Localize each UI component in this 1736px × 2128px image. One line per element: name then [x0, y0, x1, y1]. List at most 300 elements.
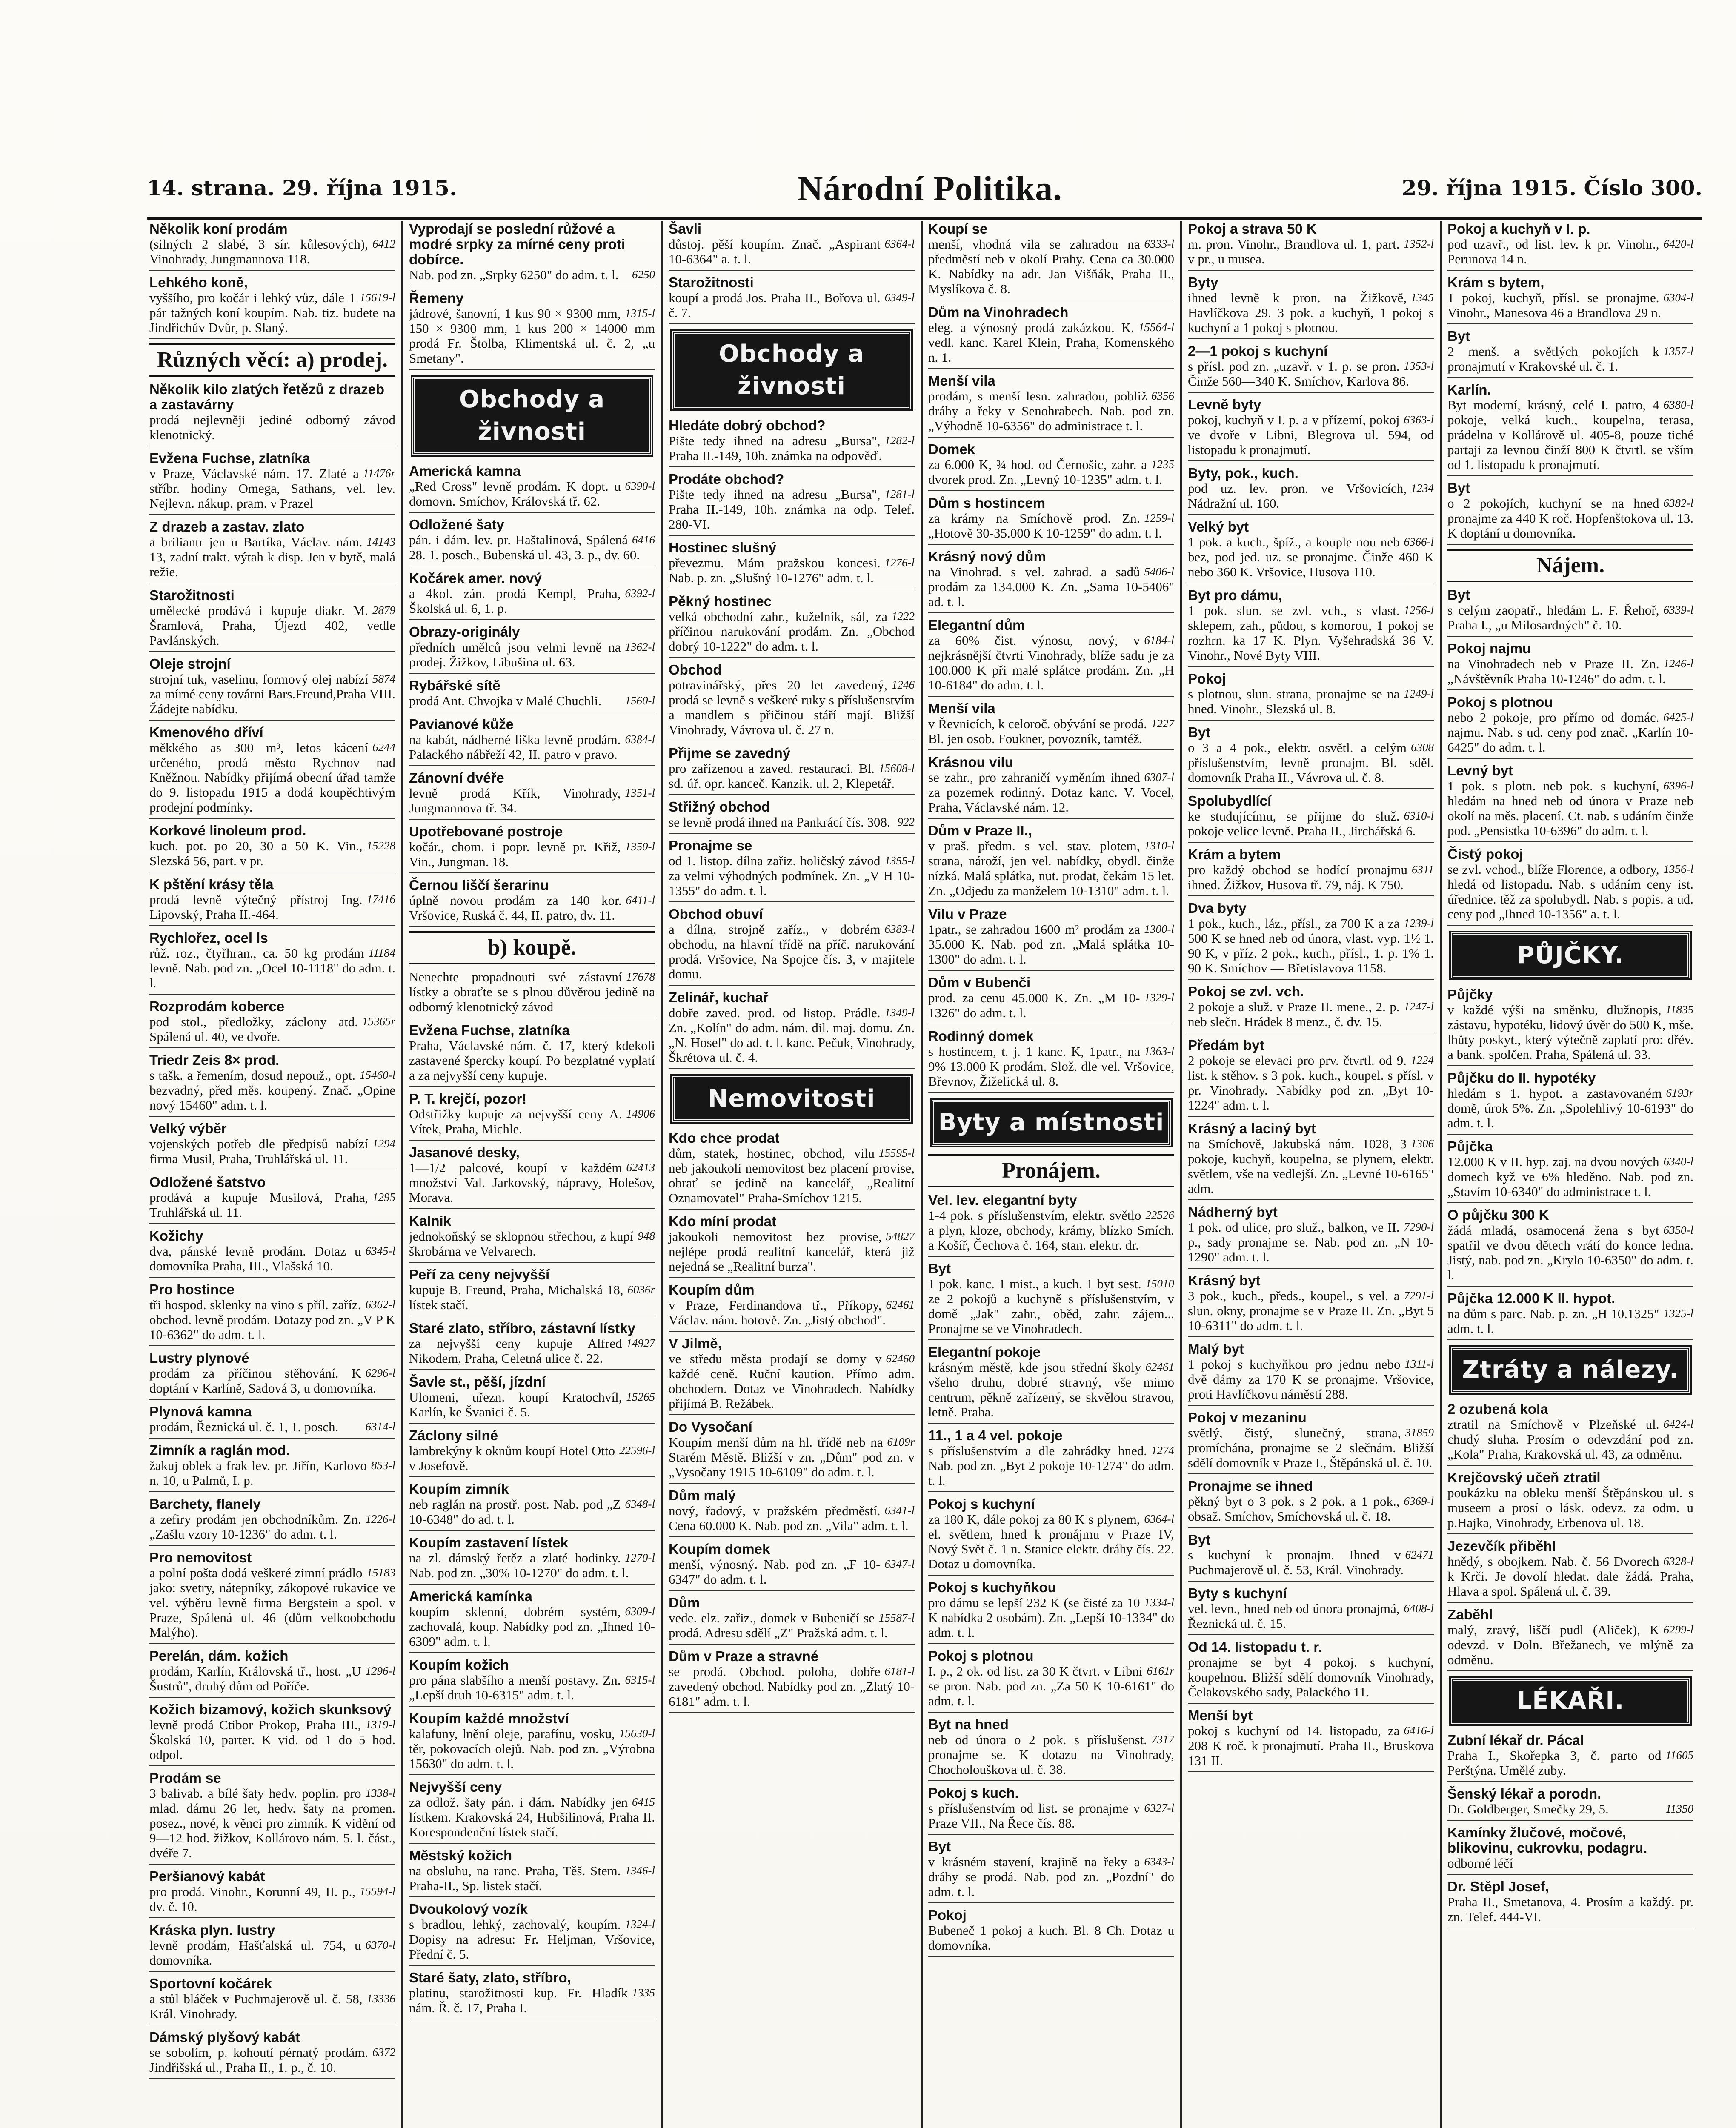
ad-reference-number: 1235 — [1151, 458, 1174, 471]
ad-headline: Šavle st., pěší, jízdní — [409, 1374, 546, 1390]
ad-reference-number: 1362-l — [625, 641, 655, 653]
ad-text — [669, 290, 915, 320]
ad-headline: Vel. lev. elegantní byty — [928, 1192, 1077, 1208]
classified-ad — [928, 1648, 1174, 1713]
ad-reference-number: 6250 — [632, 268, 655, 281]
classified-ad — [1447, 481, 1693, 545]
ad-text — [1447, 1554, 1693, 1599]
ad-body-text: pokoj, kuchyň v I. p. a v přízemí, pokoj ve dvoře v Libni, Blegrova ul. 594, od listopadu k pronajmutí. — [1188, 412, 1434, 457]
classified-ad — [928, 1344, 1174, 1424]
ad-body-text: menší, výnosný. Nab. pod zn. „F 10-6347" do adm. t. l. — [669, 1557, 881, 1587]
ad-reference-number: 6310-l — [1404, 809, 1434, 822]
classified-ad — [149, 877, 395, 926]
ad-headline: Elegantní pokoje — [928, 1344, 1041, 1360]
ad-body-text: na dům s parc. Nab. p. zn. „H 10.1325" adm. t. l. — [1447, 1306, 1659, 1336]
classified-ad — [1188, 1273, 1434, 1337]
ad-text — [1188, 1053, 1434, 1113]
ad-headline: Střižný obchod — [669, 799, 770, 815]
ad-headline: Rodinný domek — [928, 1028, 1034, 1044]
ad-body-text: kupuje B. Freund, Praha, Michalská 18, lístek stačí. — [409, 1282, 623, 1312]
ad-reference-number: 5874 — [372, 672, 395, 685]
ad-text — [1447, 1002, 1693, 1062]
section-heading: Nájem. — [1447, 549, 1693, 582]
ad-text — [149, 838, 395, 868]
ad-reference-number: 6348-l — [625, 1498, 655, 1510]
ad-text — [149, 290, 395, 335]
ad-text — [409, 1107, 655, 1136]
ad-headline: Pokoj s plotnou — [928, 1648, 1034, 1664]
ad-body-text: (silných 2 slabé, 3 sír. kůlesových), Vinohrady, Jungmannova 118. — [149, 237, 368, 266]
ad-reference-number: 6315-l — [625, 1673, 655, 1686]
ad-text — [1188, 1494, 1434, 1524]
ad-reference-number: 22526 — [1145, 1209, 1174, 1221]
ad-reference-number: 62460 — [886, 1352, 915, 1365]
ad-text — [928, 1595, 1174, 1640]
ad-reference-number: 1310-l — [1144, 839, 1174, 852]
ad-text — [409, 1336, 655, 1366]
classified-ad — [928, 495, 1174, 545]
ad-text — [149, 412, 395, 442]
ad-headline: Přijme se zavedný — [669, 745, 791, 761]
classified-ad — [149, 725, 395, 819]
ad-body-text: pro pána slabšího a menší postavy. Zn. „Lepší druh 10-6315" adm. t. l. — [409, 1673, 621, 1702]
ad-text — [928, 716, 1174, 746]
ad-body-text: jádrové, šanovní, 1 kus 90 × 9300 mm, 150 × 9300 mm, 1 kus 200 × 14000 mm prodá Fr. Štolba, Klimentská ul. č. 2, „u Smetany". — [409, 306, 655, 366]
ad-reference-number: 1246 — [892, 678, 915, 691]
ad-headline: Dva byty — [1188, 900, 1247, 916]
ad-text — [1447, 496, 1693, 541]
ad-reference-number: 1276-l — [884, 556, 915, 569]
ad-reference-number: 6412 — [372, 237, 395, 250]
ad-headline: Pokoj — [1188, 671, 1226, 686]
classified-ad — [928, 1428, 1174, 1492]
ad-reference-number: 1319-l — [365, 1718, 395, 1731]
ad-body-text: za krámy na Smíchově prod. Zn. „Hotově 30-35.000 K 10-1259" do adm. t. l. — [928, 511, 1162, 541]
ad-headline: Dům — [669, 1595, 700, 1610]
section-heading: Různých věcí: a) prodej. — [149, 343, 395, 377]
ad-headline: Pavianové kůže — [409, 716, 514, 732]
ad-headline: Rybářské sítě — [409, 678, 500, 693]
ad-body-text: prodá levně výtečný přístroj Ing. Lipovský, Praha II.-464. — [149, 892, 363, 922]
classified-ad — [1188, 1479, 1434, 1528]
ad-headline: Půjčky — [1447, 987, 1493, 1002]
ad-body-text: pěkný byt o 3 pok. s 2 pok. a 1 pok., obsaž. Smíchov, Smíchovská ul. č. 18. — [1188, 1494, 1400, 1524]
classified-ad — [409, 291, 655, 370]
ad-headline: Triedr Zeis 8× prod. — [149, 1052, 280, 1068]
ad-headline: Koupím každé množství — [409, 1710, 569, 1726]
ad-text — [149, 672, 395, 716]
ad-reference-number: 6415 — [632, 1796, 655, 1808]
ad-body-text: Ulomeni, uřezn. koupí Kratochvíl, Karlín, ke Švanici č. 5. — [409, 1390, 622, 1419]
ad-body-text: za 6.000 K, ¾ hod. od Černošic, zahr. a dvorek prod. Zn. „Levný 10-1235" adm. t. l. — [928, 457, 1162, 487]
classified-ad — [669, 221, 915, 271]
ad-body-text: krásným městě, kde jsou střední školy všeho druhu, dobré stravný, vše mimo centrum, pěkně zařízený, se skvělou stravou, letně. Praha. — [928, 1360, 1174, 1419]
classified-ad — [669, 662, 915, 741]
classified-ad — [149, 2030, 395, 2079]
ad-body-text: dům, statek, hostinec, obchod, vilu neb jakoukoli nemovitost bez placení provise, obrať se jedině na kancelář, „Realitní Oznamovatel" Praha-Smíchov 1215. — [669, 1146, 915, 1205]
classified-ad — [1447, 329, 1693, 378]
ad-headline: Krám a bytem — [1188, 847, 1281, 862]
ad-body-text: a briliantr jen u Bartíka, Václav. nám. 13, zadní trakt. výtah k disp. Jen v bytě, malá režie. — [149, 535, 395, 579]
ad-headline: Řemeny — [409, 290, 464, 306]
classified-ad — [1188, 1639, 1434, 1704]
ad-body-text: s celým zaopatř., hledám L. F. Řehoř, Praha I., „u Milosardných" č. 10. — [1447, 603, 1659, 632]
ad-headline: Nejvyšší ceny — [409, 1779, 502, 1795]
ad-text — [409, 1229, 655, 1258]
ad-text — [409, 479, 655, 509]
ad-reference-number: 1226-l — [365, 1513, 395, 1525]
masthead — [147, 167, 1702, 220]
ad-text — [149, 946, 395, 990]
ad-body-text: ztratil na Smíchově v Plzeňské ul. chudý sluha. Prosím o odevzdání pod zn. „Kola" Praha, Krakovská ul. 43, za odměnu. — [1447, 1417, 1693, 1462]
ad-reference-number: 922 — [897, 815, 915, 828]
ad-body-text: ke studujícímu, se přijme do služ. pokoje velice levně. Praha II., Jirchářská 6. — [1188, 809, 1416, 838]
ad-text — [1188, 999, 1434, 1029]
ad-body-text: s příslušenstvím a dle zahrádky hned. Nab. pod zn. „Byt 2 pokoje 10-1274" do adm. t. l. — [928, 1443, 1174, 1488]
ad-text — [409, 267, 655, 282]
ad-headline: Velký výběr — [149, 1121, 227, 1136]
column-2 — [406, 221, 658, 2128]
classified-ad — [409, 1145, 655, 1209]
ad-headline: Z drazeb a zastav. zlato — [149, 519, 305, 535]
ad-headline: Dům v Bubenči — [928, 975, 1031, 990]
ad-reference-number: 11835 — [1665, 1003, 1693, 1016]
ad-reference-number: 1334-l — [1144, 1596, 1174, 1609]
column-3 — [666, 221, 917, 2128]
ad-headline: Koupím dům — [669, 1282, 755, 1298]
ad-headline: Pronajme se ihned — [1188, 1478, 1313, 1494]
ad-text — [928, 1360, 1174, 1419]
ad-headline: Koupím kožich — [409, 1657, 509, 1673]
ad-body-text: 1 pok. od ulice, pro služ., balkon, ve II. p., sady pronajme se. Nab. pod zn. „N 10-1290" adm. t. l. — [1188, 1220, 1434, 1264]
classified-columns — [147, 221, 1702, 2128]
ad-reference-number: 6362-l — [365, 1298, 395, 1311]
ad-body-text: na Vinohradech neb v Praze II. Zn. „Návštěvník Praha 10-1246" do adm. t. l. — [1447, 656, 1666, 686]
ad-body-text: o 2 pokojích, kuchyní se na hned pronajme za 440 K roč. Hopfenštokova ul. 13. K doptání u domovníka. — [1447, 496, 1693, 541]
ad-body-text: žakuj oblek a frak lev. pr. Jiřín, Karlovo n. 10, u Palmů, I. p. — [149, 1458, 367, 1488]
ad-headline: Starožitnosti — [669, 275, 754, 290]
ad-headline: Velký byt — [1188, 519, 1249, 535]
section-banner: Obchody a živnosti — [672, 331, 911, 409]
ad-headline: Kráska plyn. lustry — [149, 1922, 275, 1938]
classified-ad — [1447, 1733, 1693, 1782]
classified-ad — [1447, 275, 1693, 324]
classified-ad — [409, 1970, 655, 2019]
classified-ad — [149, 1770, 395, 1865]
ad-text — [669, 678, 915, 737]
ad-body-text: na obsluhu, na ranc. Praha, Těš. Stem. Praha-II., Sp. listek stačí. — [409, 1863, 621, 1893]
ad-headline: Obrazy-originály — [409, 624, 520, 640]
ad-body-text: I. p., 2 ok. od list. za 30 K čtvrt. v Libni se pron. Nab. pod zn. „Za 50 K 10-6161" do adm. t. l. — [928, 1664, 1174, 1708]
classified-ad — [669, 540, 915, 589]
ad-headline: K pštění krásy těla — [149, 876, 274, 892]
ad-headline: Staré šaty, zlato, stříbro, — [409, 1970, 571, 1985]
classified-ad — [1188, 397, 1434, 461]
ad-headline: Byty, pok., kuch. — [1188, 465, 1298, 481]
ad-text — [928, 389, 1174, 433]
ad-reference-number: 6161r — [1147, 1665, 1174, 1677]
ad-body-text: prodává a kupuje Musilová, Praha, Truhlářská ul. 11. — [149, 1190, 368, 1220]
ad-body-text: s kuchyní k pronajm. Ihned v Puchmajerově ul. č. 53, Král. Vinohrady. — [1188, 1547, 1404, 1577]
ad-reference-number: 6307-l — [1144, 771, 1174, 784]
ad-headline: Zánovní dvéře — [409, 770, 504, 786]
classified-ad — [409, 1428, 655, 1477]
ad-body-text: prodá nejlevněji jediné odborný závod klenotnický. — [149, 412, 395, 442]
ad-body-text: malý, zravý, liščí pudl (Aliček), K odevzd. v Doln. Břežanech, ve mlýně za odměnu. — [1447, 1622, 1693, 1667]
ad-headline: Zaběhl — [1447, 1607, 1493, 1622]
ad-text — [149, 1565, 395, 1640]
ad-headline: Pro hostince — [149, 1281, 235, 1297]
ad-text — [1188, 1288, 1434, 1333]
classified-ad — [409, 517, 655, 566]
ad-headline: Menší vila — [928, 373, 995, 389]
ad-reference-number: 7290-l — [1404, 1221, 1434, 1233]
ad-headline: Malý byt — [1188, 1341, 1244, 1357]
ad-headline: Dům v Praze II., — [928, 823, 1032, 838]
ad-headline: Evžena Fuchse, zlatníka — [409, 1022, 570, 1038]
ad-body-text: 3 pok., kuch., předs., koupel., s vel. a slun. okny, pronajme se v Praze II. Zn. „Byt 5 10-6311" do adm. t. l. — [1188, 1288, 1434, 1333]
ad-reference-number: 15619-l — [360, 291, 395, 304]
section-banner: LÉKAŘI. — [1451, 1678, 1690, 1724]
ad-headline: Menší byt — [1188, 1708, 1253, 1723]
ad-body-text: 2 pokoje a služ. v Praze II. mene., 2. p. neb slečn. Hrádek 8 menz., č. dv. 15. — [1188, 999, 1400, 1029]
ad-headline: Byt — [1447, 480, 1470, 496]
classified-ad — [928, 442, 1174, 491]
ad-body-text: 1-4 pok. s příslušenstvím, elektr. světlo a plyn, kloze, obchody, krámy, blízko Smích. a Košíř, Čechova č. 164, stan. elektr. dr. — [928, 1208, 1174, 1253]
ad-text — [1447, 344, 1693, 374]
ad-text — [928, 1512, 1174, 1571]
ad-body-text: neb od února o 2 pok. s příslušenst. pronajme se. K dotazu na Vinohrady, Chocholouškova ul. č. 38. — [928, 1732, 1174, 1777]
newspaper-title: Národní Politika. — [798, 169, 1062, 208]
ad-text — [669, 1610, 915, 1640]
classified-ad — [149, 1053, 395, 1117]
ad-body-text: neb raglán na prostř. post. Nab. pod „Z 10-6348" do ad. t. l. — [409, 1497, 621, 1527]
ad-body-text: a stůl bláček v Puchmajerově ul. č. 58, Král. Vinohrady. — [149, 1991, 363, 2021]
ad-reference-number: 15183 — [366, 1566, 395, 1579]
ad-text — [669, 433, 915, 463]
classified-ad — [928, 823, 1174, 902]
ad-text — [149, 892, 395, 922]
ad-reference-number: 6382-l — [1663, 497, 1693, 509]
ad-reference-number: 14143 — [366, 535, 395, 548]
ad-headline: Kmenového dříví — [149, 724, 263, 740]
ad-reference-number: 6416 — [632, 533, 655, 546]
ad-headline: Šenský lékař a porodn. — [1447, 1786, 1602, 1802]
ad-headline: Evžena Fuchse, zlatníka — [149, 450, 310, 466]
ad-headline: Menší vila — [928, 701, 995, 716]
ad-body-text: s hostincem, t. j. 1 kanc. K, 1patr., na 9% 13.000 K prodám. Slož. dle vel. Vršovice, Břevnov, Žiželická ul. 8. — [928, 1044, 1174, 1089]
classified-ad — [928, 755, 1174, 819]
classified-ad — [149, 382, 395, 446]
ad-body-text: Koupím menší dům na hl. třídě neb na Starém Městě. Bližší v zn. „Dům" pod zn. v „Vysočany 1915 10-6109" do adm. t. l. — [669, 1435, 915, 1479]
classified-ad — [1447, 641, 1693, 690]
ad-body-text: prodám, Karlín, Královská tř., host. „U Šustrů", druhý dům od Poříče. — [149, 1664, 361, 1693]
classified-ad — [409, 1848, 655, 1897]
ad-text — [149, 1717, 395, 1762]
ad-reference-number: 6396-l — [1663, 779, 1693, 792]
ad-body-text: v Praze, Ferdinandova tř., Příkopy, Václav. nám. hotově. Zn. „Jistý obchod". — [669, 1298, 886, 1327]
ad-headline: Několik koní prodám — [149, 221, 288, 237]
ad-body-text: v krásném stavení, krajině na řeky a dráhy se prodá. Nab. pod zn. „Pozdní" do adm. t. l. — [928, 1854, 1174, 1899]
ad-headline: Americká kamínka — [409, 1588, 532, 1604]
ad-reference-number: 15460-l — [360, 1069, 395, 1081]
ad-text — [149, 1419, 395, 1434]
ad-body-text: menší, vhodná vila se zahradou na předměstí neb v okolí Prahy. Cena ca 30.000 K. Nabídky na adr. Jan Višňák, Praha II., Myslíkova č. 8. — [928, 237, 1174, 296]
ad-text — [409, 1497, 655, 1527]
ad-headline: Do Vysočaní — [669, 1419, 752, 1435]
ad-reference-number: 1294 — [372, 1137, 395, 1150]
ad-reference-number: 6364-l — [1144, 1513, 1174, 1525]
ad-body-text: a zefiry prodám jen obchodníkům. Zn. „Zašlu vzory 10-1236" do adm. t. l. — [149, 1512, 361, 1542]
classified-ad — [149, 1121, 395, 1170]
ad-headline: Perelán, dám. kožich — [149, 1648, 289, 1664]
ad-reference-number: 13336 — [366, 1992, 395, 2005]
classified-ad — [928, 1261, 1174, 1340]
ad-reference-number: 1329-l — [1144, 991, 1174, 1004]
ad-text — [149, 237, 395, 266]
classified-ad — [1447, 987, 1693, 1066]
ad-body-text: potravinářský, přes 20 let zavedený, prodá se levně s veškeré ruky s příslušenstvím a mandlem s přičinou stáří mají. Bližší Vinohrady, Vávrova ul. č. 27 n. — [669, 678, 915, 737]
classified-ad — [149, 1550, 395, 1644]
ad-body-text: 1 pok. kanc. 1 mist., a kuch. 1 byt sest. ze 2 pokojů a kuchyně s příslušenstvím, v domě „Jak" zahr., oběd, zahr. zájem... Pronajme se ve Vinohradech. — [928, 1276, 1174, 1336]
ad-text — [149, 1244, 395, 1273]
ad-text — [1188, 1601, 1434, 1631]
ad-reference-number: 6296-l — [365, 1367, 395, 1379]
ad-text — [409, 786, 655, 815]
classified-ad — [149, 1404, 395, 1439]
ad-body-text: převezmu. Mám pražskou koncesi. Nab. p. zn. „Slušný 10-1276" adm. t. l. — [669, 555, 881, 585]
ad-reference-number: 1311-l — [1404, 1358, 1434, 1370]
classified-ad — [1447, 1825, 1693, 1875]
classified-ad — [928, 1908, 1174, 1957]
ad-reference-number: 22596-l — [619, 1444, 655, 1457]
ad-headline: Půjčka 12.000 K II. hypot. — [1447, 1290, 1616, 1306]
classified-ad — [669, 990, 915, 1069]
ad-body-text: s plotnou, slun. strana, pronajme se na hned. Vinohr., Slezská ul. 8. — [1188, 686, 1400, 716]
ad-text — [1188, 740, 1434, 785]
ad-text — [1447, 1894, 1693, 1924]
ad-reference-number: 6356 — [1151, 389, 1174, 402]
ad-reference-number: 15630-l — [619, 1727, 655, 1740]
ad-text — [149, 1458, 395, 1488]
classified-ad — [1447, 382, 1693, 476]
classified-ad — [409, 970, 655, 1018]
ad-text — [1188, 1547, 1434, 1577]
ad-reference-number: 6343-l — [1144, 1855, 1174, 1868]
ad-body-text: lambrekýny k oknům koupí Hotel Otto v Josefově. — [409, 1443, 615, 1473]
classified-ad — [1447, 1402, 1693, 1466]
ad-body-text: na kabát, nádherné liška levně prodám. Palackého nábřeží 42, II. patro v pravo. — [409, 732, 621, 762]
ad-body-text: v Praze, Václavské nám. 17. Zlaté a stříbr. hodiny Omega, Sathans, vel. lev. Nejlevn. nákup. pram. v Prazel — [149, 466, 395, 511]
ad-reference-number: 6408-l — [1404, 1602, 1434, 1615]
ad-text — [1188, 237, 1434, 266]
ad-text — [1447, 1223, 1693, 1282]
ad-headline: Byt — [1188, 1532, 1211, 1547]
ad-body-text: pro každý obchod se hodící pronajmu ihned. Žižkov, Husova tř. 79, náj. K 750. — [1188, 862, 1407, 892]
ad-reference-number: 6383-l — [884, 923, 915, 935]
ad-text — [928, 990, 1174, 1020]
ad-reference-number: 6369-l — [1404, 1495, 1434, 1507]
ad-body-text: strojní tuk, vaselinu, formový olej nabízí za mírné ceny továrni Bars.Freund,Praha VIII. Žádejte nabídku. — [149, 672, 395, 716]
ad-text — [1188, 1425, 1434, 1470]
ad-text — [669, 1146, 915, 1205]
ad-text — [1188, 1357, 1434, 1402]
ad-text — [409, 1673, 655, 1702]
classified-ad — [1188, 1708, 1434, 1772]
ad-text — [1447, 1856, 1693, 1871]
ad-headline: Pokoj v mezaninu — [1188, 1410, 1307, 1425]
ad-text — [409, 1604, 655, 1649]
ad-headline: Od 14. listopadu t. r. — [1188, 1639, 1322, 1655]
ad-text — [669, 1435, 915, 1479]
ad-reference-number: 6340-l — [1663, 1155, 1693, 1168]
ad-headline: Plynová kamna — [149, 1404, 252, 1419]
section-banner: Ztráty a nálezy. — [1451, 1347, 1690, 1393]
classified-ad — [409, 1374, 655, 1424]
ad-reference-number: 1349-l — [884, 1006, 915, 1019]
classified-ad — [669, 838, 915, 902]
ad-body-text: 1 pok. a kuch., špíž., a kouple nou neb bez, pod jed. uz. se pronajme. Činže 460 K nebo 360 K. Vršovice, Husova 110. — [1188, 535, 1434, 579]
classified-ad — [409, 1482, 655, 1531]
ad-text — [669, 1298, 915, 1327]
ad-text — [1188, 686, 1434, 716]
ad-reference-number: 6347-l — [884, 1558, 915, 1570]
classified-ad — [149, 1702, 395, 1766]
ad-headline: Americká kamna — [409, 463, 521, 479]
classified-ad — [669, 472, 915, 536]
ad-text — [1447, 1154, 1693, 1199]
ad-headline: Byt — [1447, 587, 1470, 603]
ad-headline: Předám byt — [1188, 1037, 1264, 1053]
classified-ad — [669, 1542, 915, 1591]
ad-reference-number: 6339-l — [1663, 604, 1693, 616]
ad-text — [1447, 1802, 1693, 1816]
ad-reference-number: 11476r — [363, 467, 395, 480]
ad-body-text: prod. za cenu 45.000 K. Zn. „M 10-1326" do adm. t. l. — [928, 990, 1140, 1020]
ad-reference-number: 6311 — [1412, 863, 1434, 876]
ad-text — [409, 1443, 655, 1473]
ad-reference-number: 1345 — [1411, 291, 1434, 304]
ad-headline: Krásný nový dům — [928, 549, 1046, 564]
ad-reference-number: 62471 — [1405, 1548, 1434, 1561]
classified-ad — [149, 1443, 395, 1492]
column-divider — [1180, 221, 1182, 2128]
classified-ad — [669, 1419, 915, 1484]
classified-ad — [1447, 1070, 1693, 1135]
ad-headline: 11., 1 a 4 vel. pokoje — [928, 1427, 1063, 1443]
ad-body-text: v Řevnicích, k celoroč. obývání se prodá. Bl. jen osob. Foukner, povozník, tamtéž. — [928, 716, 1147, 746]
ad-text — [1447, 290, 1693, 320]
ad-reference-number: 1335 — [632, 1986, 655, 1999]
ad-body-text: se sobolím, p. kohoutí pérnatý prodám. Jindřišská ul., Praha II., 1. p., č. 10. — [149, 2045, 368, 2075]
ad-headline: Pokoj a kuchyň v I. p. — [1447, 221, 1590, 237]
ad-reference-number: 6181-l — [884, 1665, 915, 1678]
classified-ad — [1188, 793, 1434, 843]
ad-headline: Čistý pokoj — [1447, 846, 1523, 862]
classified-ad — [409, 1902, 655, 1966]
classified-ad — [149, 823, 395, 872]
classified-ad — [669, 1130, 915, 1210]
ad-body-text: Praha I., Skořepka 3, č. parto od Perštýna. Umělé zuby. — [1447, 1748, 1662, 1778]
ad-text — [669, 1503, 915, 1533]
ad-reference-number: 6384-l — [625, 733, 655, 746]
classified-ad — [928, 1785, 1174, 1835]
ad-headline: Karlín. — [1447, 382, 1491, 398]
classified-ad — [1188, 275, 1434, 339]
ad-headline: Byt — [928, 1839, 951, 1854]
ad-text — [1188, 603, 1434, 663]
ad-body-text: za 60% čist. výnosu, nový, v nejkrásnější čtvrti Vinohrady, blíže sadu je za 100.000 K při malé splátce prodám. Zn. „H 10-6184" do adm. t. l. — [928, 633, 1174, 692]
